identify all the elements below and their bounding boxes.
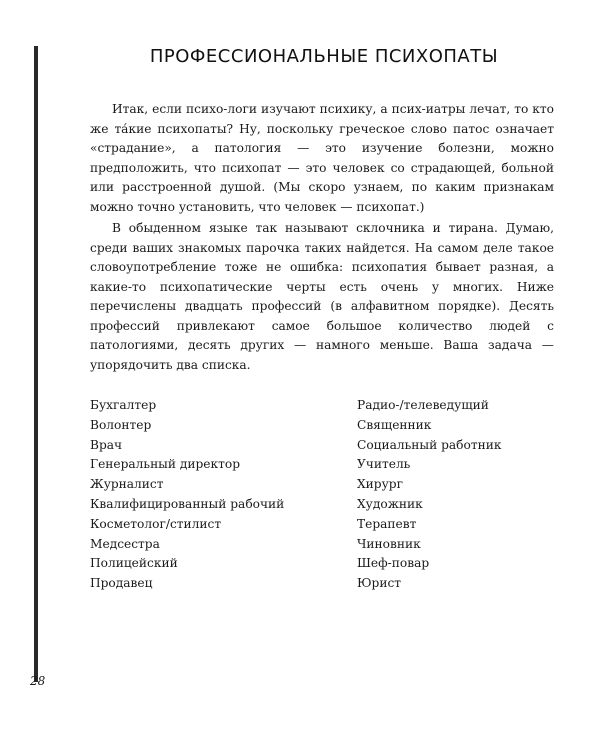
list-item: Косметолог/стилист — [90, 516, 222, 531]
list-item: Социальный работник — [357, 437, 502, 452]
paragraph: Итак, если психо-логи изучают психику, а псих-иатры лечат, то кто же та́кие психопаты? Ну, поскольку греческое слово патос означает «страдание», а патология — это изучение болезни, можно предположить, что психопат — это человек со страдающей, больной или расстроенной душой. (Мы скоро узнаем, по каким признакам можно точно установить, что человек — психопат.) — [90, 102, 554, 214]
page-number: 28 — [30, 674, 46, 688]
list-item: Радио-/телеведущий — [357, 398, 489, 412]
list-item: Чиновник — [357, 536, 421, 551]
list-item: Художник — [357, 496, 423, 511]
list-item: Генеральный директор — [90, 457, 241, 472]
list-item: Хирург — [357, 477, 403, 492]
page-title: ПРОФЕССИОНАЛЬНЫЕ ПСИХОПАТЫ — [149, 46, 499, 67]
list-item: Врач — [90, 437, 123, 452]
list-item: Учитель — [357, 457, 411, 472]
list-item: Шеф-повар — [357, 556, 430, 571]
list-item: Продавец — [90, 576, 153, 591]
list-item: Квалифицированный рабочий — [90, 496, 285, 511]
profession-list-left — [90, 396, 284, 594]
list-item: Юрист — [357, 576, 402, 591]
list-item: Священник — [357, 417, 432, 432]
list-item: Волонтер — [90, 417, 152, 432]
list-item: Медсестра — [90, 536, 160, 551]
list-item: Полицейский — [90, 556, 178, 571]
list-item: Бухгалтер — [90, 398, 157, 412]
list-item: Терапевт — [357, 516, 417, 531]
profession-list-right — [357, 396, 501, 594]
paragraph: В обыденном языке так называют склочника и тирана. Думаю, среди ваших знакомых парочка таких найдется. На самом деле такое словоупотребление тоже не ошибка: психопатия бывает разная, а какие-то психопатические черты есть очень у многих. Ниже перечислены двадцать профессий (в алфавитном порядке). Десять профессий привлекают самое большое количество людей с патологиями, десять других — намного меньше. Ваша задача — упорядочить два списка. — [90, 221, 554, 372]
body-text — [90, 100, 554, 375]
list-item: Журналист — [90, 477, 164, 492]
side-rule — [34, 46, 38, 682]
